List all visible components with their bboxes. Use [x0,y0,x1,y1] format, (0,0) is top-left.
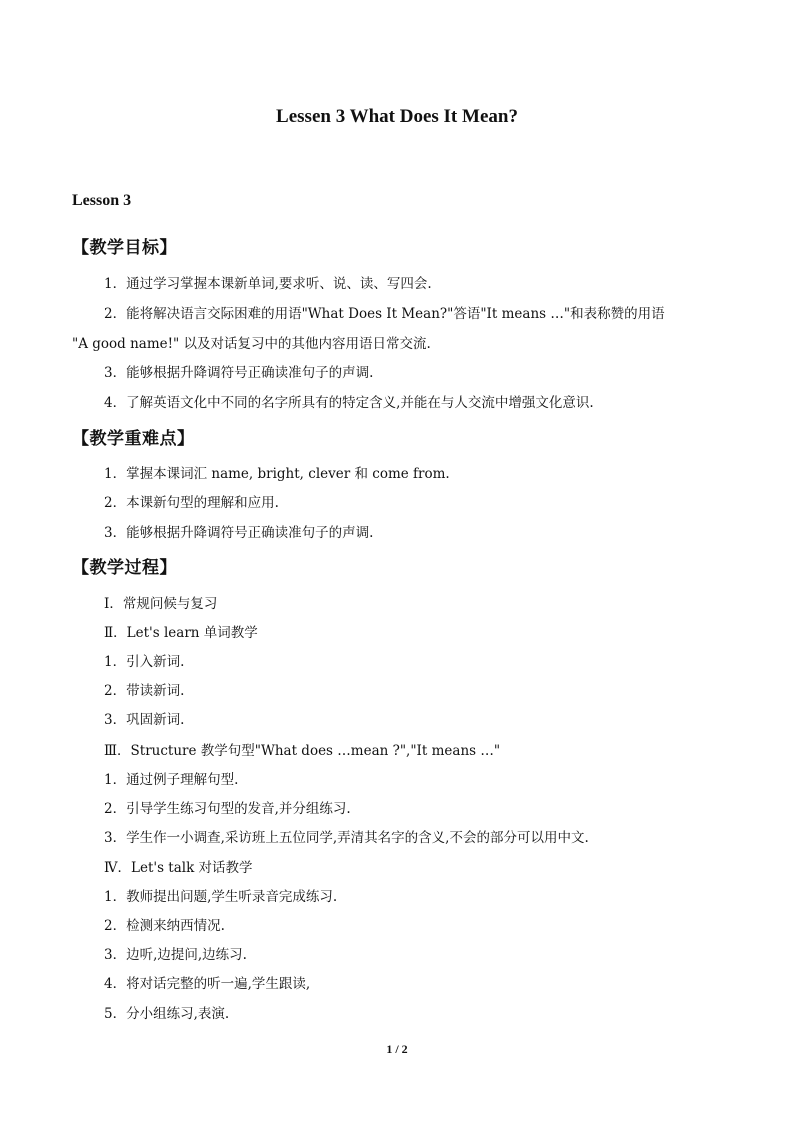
key-point-item: 3．能够根据升降调符号正确读准句子的声调. [104,525,374,541]
page-number: 1 / 2 [386,1042,408,1056]
key-point-item: 1．掌握本课词汇 name, bright, clever 和 come from. [104,466,450,482]
process-step: Ⅲ．Structure 教学句型"What does …mean ?","It means …" [104,743,501,759]
section-heading-process: 【教学过程】 [72,558,177,578]
goal-item: 4．了解英语文化中不同的名字所具有的特定含义,并能在与人交流中增强文化意识. [104,395,594,411]
process-step: 3．边听,边提问,边练习. [104,947,247,963]
section-heading-key-points: 【教学重难点】 [72,429,195,449]
process-step: 2．带读新词. [104,683,185,699]
goal-item: 3．能够根据升降调符号正确读准句子的声调. [104,365,374,381]
goal-item: "A good name!" 以及对话复习中的其他内容用语日常交流. [72,336,431,352]
lesson-label: Lesson 3 [72,192,132,209]
goal-item: 1．通过学习掌握本课新单词,要求听、说、读、写四会. [104,276,432,292]
process-step: 2．检测来纳西情况. [104,918,225,934]
document-title: Lessen 3 What Does It Mean? [276,106,518,127]
key-point-item: 2．本课新句型的理解和应用. [104,495,279,511]
goal-item: 2．能将解决语言交际困难的用语"What Does It Mean?"答语"It means …"和表称赞的用语 [104,306,665,322]
process-step: Ⅰ．常规问候与复习 [104,596,218,612]
process-step: 5．分小组练习,表演. [104,1006,230,1022]
section-heading-goals: 【教学目标】 [72,238,177,258]
process-step: 3．学生作一小调查,采访班上五位同学,弄清其名字的含义,不会的部分可以用中文. [104,830,589,846]
process-step: 4．将对话完整的听一遍,学生跟读, [104,976,311,992]
process-step: 1．教师提出问题,学生听录音完成练习. [104,889,338,905]
process-step: Ⅳ．Let's talk 对话教学 [104,860,253,876]
process-step: 1．通过例子理解句型. [104,772,239,788]
process-step: 3．巩固新词. [104,712,185,728]
process-step: 1．引入新词. [104,654,185,670]
process-step: Ⅱ．Let's learn 单词教学 [104,625,258,641]
process-step: 2．引导学生练习句型的发音,并分组练习. [104,801,351,817]
